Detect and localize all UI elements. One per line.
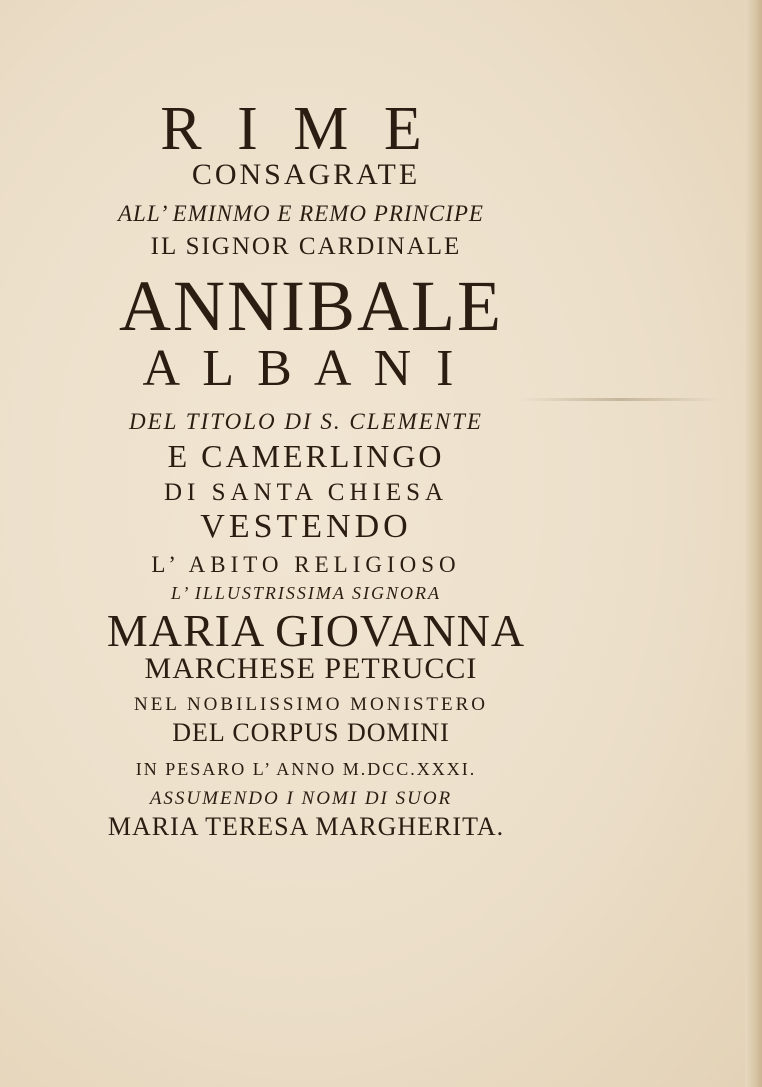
line-corpus-domini: DEL CORPUS DOMINI bbox=[172, 718, 450, 747]
line-cardinale: IL SIGNOR CARDINALE bbox=[150, 233, 462, 260]
line-illustrissima: L’ ILLUSTRISSIMA SIGNORA bbox=[170, 583, 441, 603]
line-titolo: DEL TITOLO DI S. CLEMENTE bbox=[129, 409, 483, 434]
line-assumendo: ASSUMENDO I NOMI DI SUOR bbox=[149, 788, 453, 809]
line-monistero: NEL NOBILISSIMO MONISTERO bbox=[133, 694, 489, 715]
line-camerlingo: E CAMERLINGO bbox=[167, 438, 445, 474]
line-abito: L’ ABITO RELIGIOSO bbox=[151, 552, 461, 577]
name-albani: A L B A N I bbox=[142, 340, 460, 397]
line-dedication: ALL’ EMINMO E REMO PRINCIPE bbox=[118, 201, 484, 226]
paper-crease bbox=[520, 398, 720, 401]
name-annibale: ANNIBALE bbox=[119, 266, 503, 346]
line-consagrate: CONSAGRATE bbox=[191, 158, 421, 191]
line-santa-chiesa: DI SANTA CHIESA bbox=[163, 479, 449, 506]
line-pesaro-date: IN PESARO L’ ANNO M.DCC.XXXI. bbox=[135, 759, 477, 779]
name-maria-giovanna: MARIA GIOVANNA bbox=[106, 605, 526, 656]
line-vestendo: VESTENDO bbox=[200, 508, 412, 545]
title-rime: R I M E bbox=[160, 95, 432, 163]
page-edge bbox=[745, 0, 762, 1087]
line-petrucci: MARCHESE PETRUCCI bbox=[144, 652, 478, 685]
line-religious-name: MARIA TERESA MARGHERITA. bbox=[107, 812, 505, 841]
